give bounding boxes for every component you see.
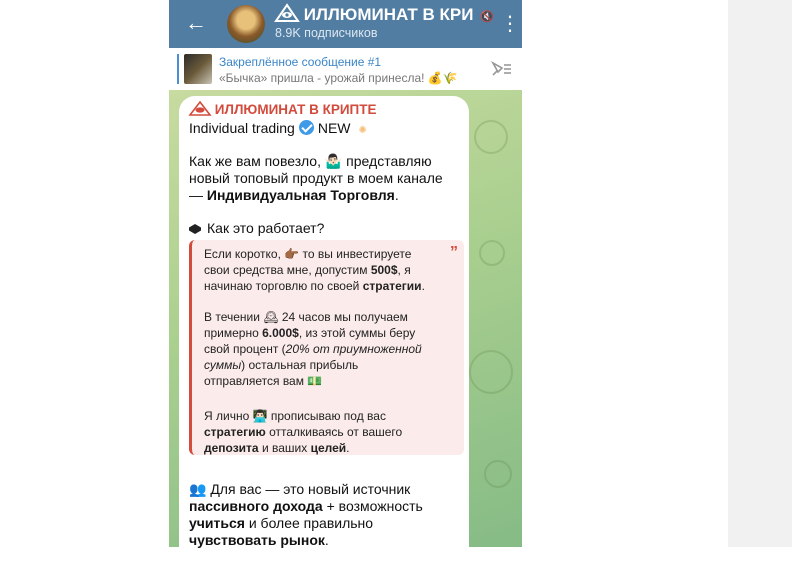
quote-line — [204, 325, 422, 341]
quote-text: отталкиваясь от вашего — [265, 425, 403, 439]
quote-text: , я — [397, 263, 411, 277]
quote-text: ) остальная прибыль — [241, 358, 359, 372]
quote-line: Если коротко, 👉🏾 то вы инвестируете — [204, 247, 412, 261]
quote-bold: 500$ — [370, 263, 398, 277]
channel-title[interactable] — [275, 4, 494, 25]
pinned-message-bar[interactable] — [169, 48, 522, 91]
outro-line — [189, 532, 423, 549]
outro-line — [189, 498, 423, 515]
outro-bold: пассивного дохода — [189, 498, 323, 514]
illuminati-eye-icon — [275, 4, 299, 22]
arrow-left-icon: ← — [185, 10, 207, 35]
quote-mark-icon: ” — [450, 244, 458, 261]
wallpaper-doodle — [469, 350, 513, 394]
intro-text: — — [189, 187, 207, 203]
quote-text: свой процент ( — [204, 342, 286, 356]
quote-paragraph-2 — [204, 309, 422, 389]
back-button[interactable] — [183, 10, 209, 36]
outro-bold: учиться — [189, 515, 245, 531]
quote-text: , из этой суммы беру — [298, 326, 416, 340]
blockquote — [189, 240, 464, 455]
outro-line — [189, 515, 423, 532]
illuminati-eye-icon — [189, 101, 211, 116]
sparkle-icon: ✺ — [358, 125, 367, 136]
muted-speaker-icon: 🔇 — [480, 11, 494, 23]
quote-text: свои средства мне, допустим — [204, 263, 371, 277]
outro-paragraph — [189, 481, 423, 549]
quote-italic: суммы — [204, 358, 242, 372]
wallpaper-doodle — [474, 120, 508, 154]
quote-paragraph-1 — [204, 246, 425, 294]
heading-text: Individual trading — [189, 120, 295, 136]
pinned-thumbnail — [184, 54, 212, 84]
verified-icon — [299, 120, 314, 135]
author-name: ИЛЛЮМИНАТ В КРИПТЕ — [214, 102, 377, 117]
channel-title-text: ИЛЛЮМИНАТ В КРИ — [303, 5, 474, 24]
quote-bold: депозита — [204, 441, 259, 455]
quote-line — [204, 424, 402, 440]
intro-text: . — [394, 187, 399, 203]
channel-avatar[interactable] — [227, 5, 265, 43]
outro-text: и более правильно — [244, 515, 374, 531]
outro-bold: чувствовать рынок — [189, 532, 325, 548]
quote-line — [204, 278, 425, 294]
unpin-icon[interactable] — [490, 60, 512, 78]
channel-header — [169, 0, 522, 48]
quote-line — [204, 341, 422, 357]
how-it-works-heading — [189, 220, 324, 236]
pinned-indicator — [177, 54, 179, 84]
menu-button[interactable] — [500, 12, 520, 36]
intro-line: новый топовый продукт в моем канале — [189, 170, 443, 186]
quote-text: . — [346, 441, 350, 455]
message-author[interactable] — [189, 101, 377, 117]
quote-text: начинаю торговлю по своей — [204, 279, 363, 293]
telegram-channel-screen — [169, 0, 522, 547]
product-name: Индивидуальная Торговля — [206, 187, 395, 203]
side-panel — [728, 0, 792, 547]
quote-line: отправляется вам 💵 — [204, 374, 323, 388]
subscriber-count: 8.9K подписчиков — [275, 26, 378, 40]
outro-text: . — [324, 532, 329, 548]
pinned-title: Закреплённое сообщение #1 — [219, 55, 382, 69]
quote-line — [204, 262, 425, 278]
quote-text: и ваших — [258, 441, 311, 455]
outro-text: + возможность — [322, 498, 423, 514]
message-heading — [189, 120, 367, 136]
message-bubble[interactable] — [179, 96, 469, 566]
how-it-works-text: Как это работает? — [207, 220, 325, 236]
pinned-text: «Бычка» пришла - урожай принесла! 💰🌾 — [219, 71, 458, 85]
quote-bold: целей — [310, 441, 347, 455]
quote-text: . — [421, 279, 425, 293]
quote-text: примерно — [204, 326, 263, 340]
quote-paragraph-3 — [204, 408, 402, 456]
vertical-dots-icon: ⋮ — [500, 13, 520, 35]
quote-line: В течении 🕰 24 часов мы получаем — [204, 310, 408, 324]
black-hexagon-icon — [189, 224, 201, 234]
quote-line: Я лично 👨🏻‍💻 прописываю под вас — [204, 409, 386, 423]
quote-line — [204, 357, 422, 373]
intro-line: Как же вам повезло, 🤷🏻‍♂️ представляю — [189, 153, 432, 169]
intro-paragraph — [189, 153, 443, 204]
quote-bold: стратегию — [204, 425, 266, 439]
quote-bold: 6.000$ — [262, 326, 299, 340]
quote-italic: 20% от приумноженной — [285, 342, 422, 356]
quote-bold: стратегии — [362, 279, 422, 293]
intro-line — [189, 187, 443, 204]
quote-line — [204, 440, 402, 456]
outro-line: 👥 Для вас — это новый источник — [189, 481, 411, 497]
new-label: NEW — [317, 120, 351, 136]
wallpaper-doodle — [484, 460, 512, 488]
wallpaper-doodle — [479, 240, 505, 266]
